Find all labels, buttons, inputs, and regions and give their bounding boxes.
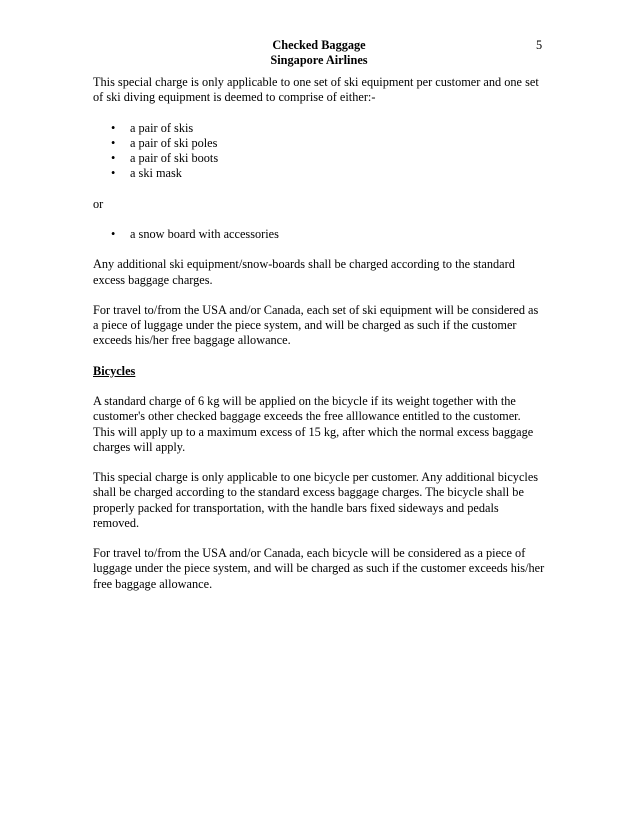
list-item-text: a ski mask (130, 166, 182, 181)
ski-applicability-paragraph: This special charge is only applicable to one set of ski equipment per customer and one set of ski diving equipment is deemed to comprise of either:- (93, 75, 539, 105)
page-number: 5 (536, 38, 543, 52)
list-item-text: a pair of ski poles (130, 135, 218, 150)
page-header (0, 38, 638, 68)
list-item (93, 166, 545, 181)
snowboard-list (93, 227, 545, 242)
document-body (93, 75, 545, 607)
or-text: or (93, 196, 104, 211)
list-item (93, 136, 545, 151)
list-item-text: a pair of ski boots (130, 151, 219, 165)
list-item-text: a pair of skis (130, 120, 194, 135)
bullet-icon: • (111, 120, 116, 135)
bullet-icon: • (111, 151, 116, 165)
bicycle-usa-canada-paragraph: For travel to/from the USA and/or Canada, each bicycle will be considered as a piece of luggage under the piece system, and will be charged as such if the customer exceeds his/her free baggage allowance. (93, 546, 545, 591)
bullet-icon: • (111, 226, 116, 241)
additional-ski-paragraph: Any additional ski equipment/snow-boards shall be charged according to the standard excess baggage charges. (93, 257, 515, 287)
list-item (93, 121, 545, 136)
header-title: Checked Baggage (272, 38, 366, 52)
bicycles-heading: Bicycles (93, 363, 136, 378)
bicycle-charge-paragraph: A standard charge of 6 kg will be applied on the bicycle if its weight together with the customer's other checked baggage exceeds the free alllowance entitled to the customer. This will apply up to a maximum excess of 15 kg, after which the normal excess baggage charges will apply. (93, 394, 534, 454)
bicycle-applicability-paragraph: This special charge is only applicable to one bicycle per customer. Any additional bicycles shall be charged according to the standard excess baggage charges. The bicycle shall be properly packed for transportation, with the handle bars fixed sideways and pedals removed. (93, 470, 539, 530)
bullet-icon: • (111, 135, 116, 150)
list-item (93, 227, 545, 242)
ski-equipment-list (93, 121, 545, 182)
header-subtitle: Singapore Airlines (270, 53, 368, 68)
list-item (93, 151, 545, 166)
list-item-text: a snow board with accessories (130, 226, 279, 241)
bullet-icon: • (111, 166, 116, 181)
ski-usa-canada-paragraph: For travel to/from the USA and/or Canada, each set of ski equipment will be considered as a piece of luggage under the piece system, and will be charged as such if the customer exceeds his/her free baggage allowance. (93, 302, 539, 348)
